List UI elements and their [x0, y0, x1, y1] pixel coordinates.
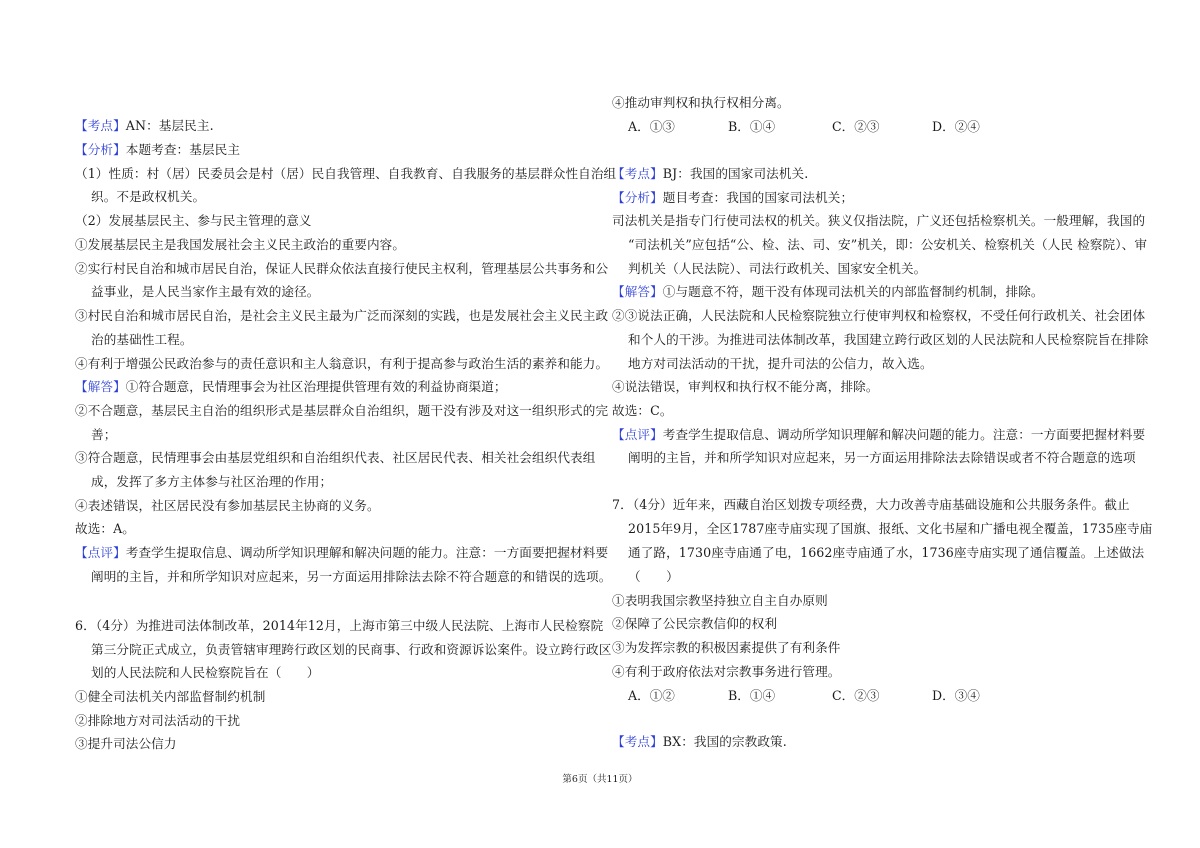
answer-line: ④表述错误，社区居民没有参加基层民主协商的义务。 [75, 498, 380, 513]
q7-stem: 通了路，1730座寺庙通了电，1662座寺庙通了水，1736座寺庙实现了通信覆盖。上述做法 [628, 545, 1145, 560]
kaodian-tag: 【考点】 [612, 734, 663, 749]
q5-fenxi: 【分析】本题考查：基层民主 [75, 142, 241, 157]
answer-line: 地方对司法活动的干扰，提升司法的公信力，故入选。 [628, 356, 933, 371]
right-column [612, 0, 1153, 848]
analysis-line: 治的基础性工程。 [91, 332, 193, 347]
q7-option-b: B．①④ [728, 688, 776, 703]
answer-line: ③符合题意，民情理事会由基层党组织和自治组织代表、社区居民代表、相关社会组织代表组 [75, 450, 596, 465]
q6-option-d: D．②④ [932, 119, 980, 134]
analysis-line: ①发展基层民主是我国发展社会主义民主政治的重要内容。 [75, 237, 406, 252]
analysis-line: “司法机关”应包括“公、检、法、司、安”机关，即：公安机关、检察机关（人民 检察院）、审 [628, 237, 1148, 252]
q6-statement: ④推动审判权和执行权相分离。 [612, 95, 790, 110]
q7-statement: ③为发挥宗教的积极因素提供了有利条件 [612, 640, 841, 655]
kaodian-tag: 【考点】 [612, 166, 663, 181]
dianping-tag: 【点评】 [612, 427, 663, 442]
q7-stem: （ ） [628, 569, 679, 584]
q7-statement: ④有利于政府依法对宗教事务进行管理。 [612, 664, 841, 679]
analysis-line: ③村民自治和城市居民自治，是社会主义民主最为广泛而深刻的实践，也是发展社会主义民主政 [75, 308, 609, 323]
q6-option-a: A．①③ [628, 119, 675, 134]
answer-line: ②③说法正确，人民法院和人民检察院独立行使审判权和检察权，不受任何行政机关、社会团体 [612, 308, 1146, 323]
answer-line: ②不合题意，基层民主自治的组织形式是基层群众自治组织，题干没有涉及对这一组织形式的完 [75, 403, 609, 418]
q6-dianping: 【点评】考查学生提取信息、调动所学知识理解和解决问题的能力。注意：一方面要把握材料要 [612, 427, 1146, 442]
q7-option-a: A．①② [628, 688, 675, 703]
q7-stem: 2015年9月，全区1787座寺庙实现了国旗、报纸、文化书屋和广播电视全覆盖，1735座寺庙 [628, 521, 1153, 536]
q6-stem: 划的人民法院和人民检察院旨在（ ） [91, 665, 320, 680]
q6-kaodian: 【考点】BJ：我国的国家司法机关. [612, 166, 809, 181]
q6-statement: ①健全司法机关内部监督制约机制 [75, 689, 266, 704]
q6-stem: 6．（4分）为推进司法体制改革，2014年12月，上海市第三中级人民法院、上海市人民检察院 [75, 618, 604, 633]
answer-choice: 故选：A。 [75, 521, 135, 536]
q5-dianping: 【点评】考查学生提取信息、调动所学知识理解和解决问题的能力。注意：一方面要把握材料要 [75, 545, 609, 560]
q6-option-c: C．②③ [832, 119, 880, 134]
analysis-line: 判机关（人民法院）、司法行政机关、国家安全机关。 [628, 261, 927, 276]
q6-jieda: 【解答】①与题意不符，题干没有体现司法机关的内部监督制约机制，排除。 [612, 284, 1044, 299]
q7-option-d: D．③④ [932, 688, 980, 703]
fenxi-tag: 【分析】 [75, 142, 126, 157]
q5-kaodian: 【考点】AN：基层民主. [75, 118, 214, 133]
q7-statement: ①表明我国宗教坚持独立自主自办原则 [612, 593, 828, 608]
analysis-line: 益事业，是人民当家作主最有效的途径。 [91, 284, 320, 299]
q6-option-b: B．①④ [728, 119, 776, 134]
q7-statement: ②保障了公民宗教信仰的权利 [612, 616, 778, 631]
answer-line: 善； [91, 427, 117, 442]
q6-statement: ③提升司法公信力 [75, 736, 177, 751]
q7-option-c: C．②③ [832, 688, 880, 703]
analysis-line: （2）发展基层民主、参与民主管理的意义 [75, 213, 312, 228]
q7-kaodian: 【考点】BX：我国的宗教政策. [612, 734, 787, 749]
analysis-line: ④有利于增强公民政治参与的责任意识和主人翁意识，有利于提高参与政治生活的素养和能力。 [75, 356, 609, 371]
analysis-line: 司法机关是指专门行使司法权的机关。狭义仅指法院，广义还包括检察机关。一般理解，我国的 [612, 213, 1146, 228]
dianping-tag: 【点评】 [75, 545, 126, 560]
analysis-line: 织。不是政权机关。 [91, 189, 206, 204]
dianping-line: 阐明的主旨，并和所学知识对应起来，另一方面运用排除法去除错误或者不符合题意的选项 [628, 450, 1136, 465]
kaodian-tag: 【考点】 [75, 118, 126, 133]
answer-choice: 故选：C。 [612, 403, 673, 418]
jieda-tag: 【解答】 [612, 284, 663, 299]
answer-line: ④说法错误，审判权和执行权不能分离，排除。 [612, 379, 879, 394]
jieda-tag: 【解答】 [75, 379, 126, 394]
answer-line: 和个人的干涉。为推进司法体制改革，我国建立跨行政区划的人民法院和人民检察院旨在排除 [628, 332, 1149, 347]
dianping-line: 阐明的主旨，并和所学知识对应起来，另一方面运用排除法去除不符合题意的和错误的选项。 [91, 569, 612, 584]
q6-fenxi: 【分析】题目考查：我国的国家司法机关； [612, 190, 854, 205]
analysis-line: （1）性质：村（居）民委员会是村（居）民自我管理、自我教育、自我服务的基层群众性自治组 [75, 166, 617, 181]
q6-statement: ②排除地方对司法活动的干扰 [75, 713, 241, 728]
fenxi-tag: 【分析】 [612, 190, 663, 205]
analysis-line: ②实行村民自治和城市居民自治，保证人民群众依法直接行使民主权利，管理基层公共事务和公 [75, 261, 609, 276]
q5-jieda: 【解答】①符合题意，民情理事会为社区治理提供管理有效的利益协商渠道； [75, 379, 507, 394]
answer-line: 成，发挥了多方主体参与社区治理的作用； [91, 474, 333, 489]
q7-stem: 7．（4分）近年来，西藏自治区划拨专项经费，大力改善寺庙基础设施和公共服务条件。截止 [612, 497, 1130, 512]
q6-stem: 第三分院正式成立，负责管辖审理跨行政区划的民商事、行政和资源诉讼案件。设立跨行政区 [91, 642, 612, 657]
page-footer: 第6页（共11页） [562, 774, 638, 785]
